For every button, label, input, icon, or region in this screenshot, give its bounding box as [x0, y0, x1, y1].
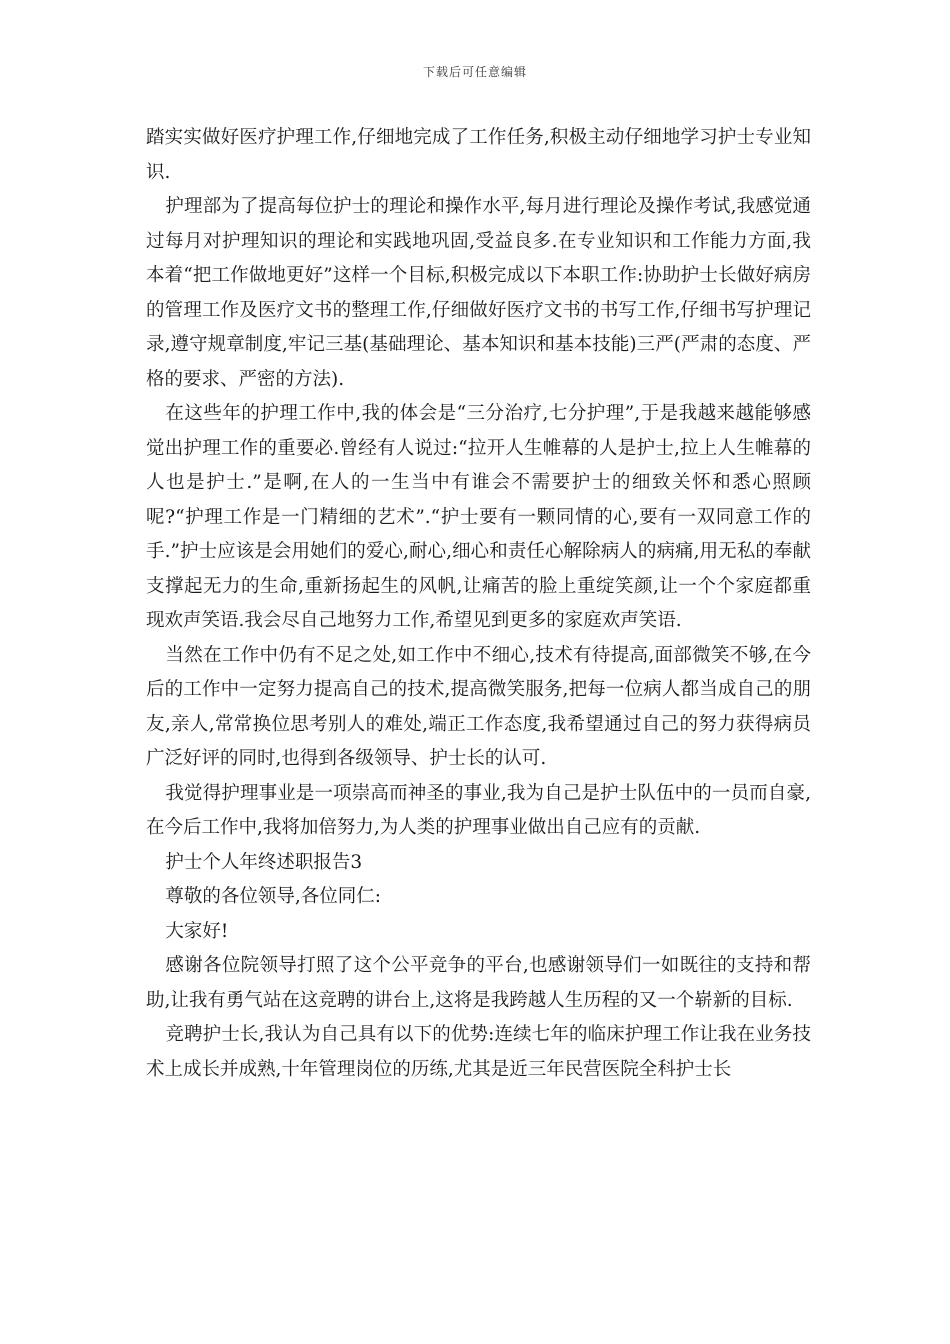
paragraph: 踏实实做好医疗护理工作,仔细地完成了工作任务,积极主动仔细地学习护士专业知识.	[146, 127, 811, 183]
paragraph: 当然在工作中仍有不足之处,如工作中不细心,技术有待提高,面部微笑不够,在今后的工作中一定努力提高自己的技术,提高微笑服务,把每一位病人都当成自己的朋友,亲人,常常换位思考别人的难处,端正工作态度,我希望通过自己的努力获得病员广泛好评的同时,也得到各级领导、护士长的认可.	[146, 644, 811, 769]
paragraph: 感谢各位院领导打照了这个公平竞争的平台,也感谢领导们一如既往的支持和帮助,让我有勇气站在这竞聘的讲台上,这将是我跨越人生历程的又一个崭新的目标.	[146, 955, 811, 1011]
greeting: 大家好!	[165, 920, 229, 942]
paragraph: 护理部为了提高每位护士的理论和操作水平,每月进行理论及操作考试,我感觉通过每月对护理知识的理论和实践地巩固,受益良多.在专业知识和工作能力方面,我本着“把工作做地更好”这样一个目标,积极完成以下本职工作:协助护士长做好病房的管理工作及医疗文书的整理工作,仔细做好医疗文书的书写工作,仔细书写护理记录,遵守规章制度,牢记三基(基础理论、基本知识和基本技能)三严(严肃的态度、严格的要求、严密的方法).	[146, 196, 811, 390]
section-heading: 护士个人年终述职报告3	[165, 851, 363, 873]
page-header-note: 下载后可任意编辑	[422, 65, 527, 79]
paragraph: 在这些年的护理工作中,我的体会是“三分治疗,七分护理”,于是我越来越能够感觉出护理工作的重要必.曾经有人说过:“拉开人生帷幕的人是护士,拉上人生帷幕的人也是护士.”是啊,在人的一生当中有谁会不需要护士的细致关怀和悉心照顾呢?“护理工作是一门精细的艺术”.“护士要有一颗同情的心,要有一双同意工作的手.”护士应该是会用她们的爱心,耐心,细心和责任心解除病人的病痛,用无私的奉献支撑起无力的生命,重新扬起生的风帆,让痛苦的脸上重绽笑颜,让一个个家庭都重现欢声笑语.我会尽自己地努力工作,希望见到更多的家庭欢声笑语.	[146, 403, 811, 631]
paragraph: 我觉得护理事业是一项崇高而神圣的事业,我为自己是护士队伍中的一员而自豪,在今后工作中,我将加倍努力,为人类的护理事业做出自己应有的贡献.	[146, 782, 811, 838]
document-body	[146, 121, 811, 1087]
paragraph: 竞聘护士长,我认为自己具有以下的优势:连续七年的临床护理工作让我在业务技术上成长并成熟,十年管理岗位的历练,尤其是近三年民营医院全科护士长	[146, 1024, 811, 1080]
salutation: 尊敬的各位领导,各位同仁:	[165, 886, 382, 907]
